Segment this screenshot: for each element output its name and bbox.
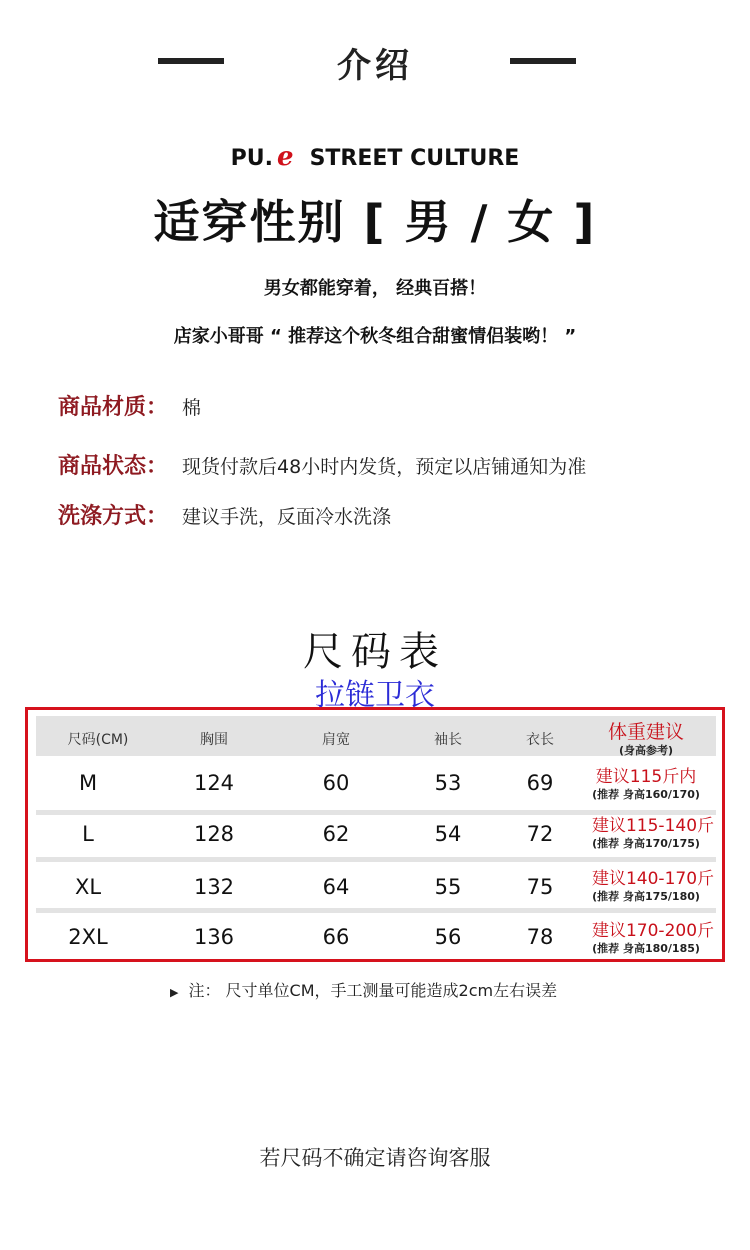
spec-material [58, 390, 201, 421]
cell-chest: 132 [193, 875, 235, 899]
header-weight: 体重建议 [607, 721, 685, 743]
cell-weight: 建议115斤内 [595, 767, 697, 787]
cell-chest: 136 [193, 925, 235, 949]
brand-prefix: PU. [230, 146, 274, 171]
cell-height: (推荐 身高175/180) [592, 890, 700, 903]
header-height-ref: (身高参考) [618, 744, 674, 757]
table-row [36, 862, 716, 910]
cell-shoulder: 60 [322, 771, 350, 795]
header-sleeve: 袖长 [434, 732, 462, 748]
cell-sleeve: 54 [434, 822, 462, 846]
table-header-row [36, 716, 716, 756]
brand-suffix: STREET CULTURE [309, 146, 520, 171]
tagline-2: 店家小哥哥 “ 推荐这个秋冬组合甜蜜情侣装哟！ ” [173, 326, 577, 347]
measurement-note [170, 978, 557, 1001]
gender-title: 适穿性别 [ 男 / 女 ] [153, 195, 597, 249]
cell-size: XL [74, 875, 102, 899]
table-row [36, 760, 716, 810]
cell-length: 72 [526, 822, 554, 846]
header-shoulder: 肩宽 [322, 732, 350, 748]
spec-washing [58, 499, 391, 530]
cell-size: M [78, 771, 98, 795]
brand-logo-mark: e [277, 142, 294, 172]
spec-value: 建议手洗，反面冷水洗涤 [182, 506, 392, 528]
cell-size: 2XL [68, 925, 108, 949]
cell-length: 69 [526, 771, 554, 795]
cell-sleeve: 55 [434, 875, 462, 899]
header-size: 尺码(CM) [67, 732, 129, 748]
section-title: 介绍 [337, 46, 413, 86]
header-length: 衣长 [526, 732, 554, 748]
spec-key: 洗涤方式： [58, 504, 169, 529]
header-chest: 胸围 [200, 732, 228, 748]
cell-weight: 建议115-140斤 [591, 816, 715, 836]
cell-length: 75 [526, 875, 554, 899]
spec-status [58, 449, 586, 480]
cell-size: L [82, 822, 94, 846]
cell-chest: 128 [193, 822, 235, 846]
cell-height: (推荐 身高180/185) [592, 942, 700, 955]
cell-weight: 建议140-170斤 [591, 869, 715, 889]
triangle-right-icon: ▶ [170, 986, 179, 999]
cell-height: (推荐 身高160/170) [592, 788, 700, 801]
cell-chest: 124 [193, 771, 235, 795]
spec-key: 商品状态： [58, 454, 169, 479]
size-chart-title: 尺码表 [303, 629, 447, 675]
cell-height: (推荐 身高170/175) [592, 837, 700, 850]
cell-shoulder: 64 [322, 875, 350, 899]
brand-line [0, 142, 750, 172]
cell-sleeve: 53 [434, 771, 462, 795]
cell-sleeve: 56 [434, 925, 462, 949]
cell-length: 78 [526, 925, 554, 949]
spec-value: 现货付款后48小时内发货，预定以店铺通知为准 [182, 456, 587, 478]
tagline-1: 男女都能穿着， 经典百搭！ [263, 278, 487, 299]
cell-shoulder: 62 [322, 822, 350, 846]
note-text: 注： 尺寸单位CM，手工测量可能造成2cm左右误差 [188, 981, 558, 1000]
table-row [36, 913, 716, 959]
spec-key: 商品材质： [58, 395, 169, 420]
footer-text: 若尺码不确定请咨询客服 [259, 1146, 491, 1170]
cell-weight: 建议170-200斤 [591, 921, 715, 941]
spec-value: 棉 [182, 397, 202, 419]
size-table [25, 707, 725, 962]
size-chart-subtitle: 拉链卫衣 [315, 678, 435, 713]
cell-shoulder: 66 [322, 925, 350, 949]
